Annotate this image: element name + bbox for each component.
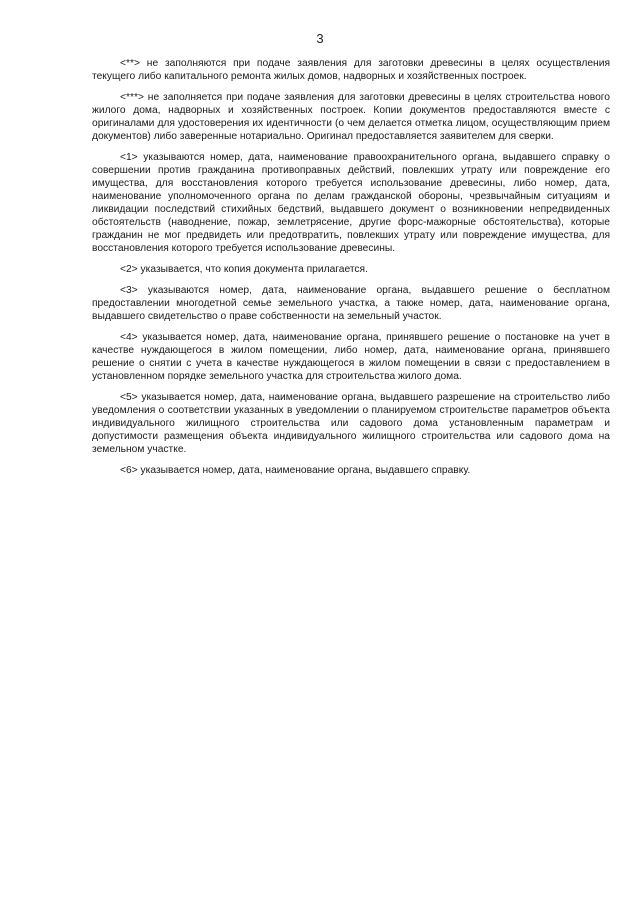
footnote-double-asterisk: <**> не заполняются при подаче заявления для заготовки древесины в целях осуществления текущего либо капитального ремонта жилых домов, надворных и хозяйственных построек. [92,58,610,82]
footnote-triple-asterisk: <***> не заполняется при подаче заявления для заготовки древесины в целях строительства нового жилого дома, надворных и хозяйственных построек. Копии документов предоставляются вместе с оригиналами для удостоверения их идентичности (о чем делается отметка лицом, осуществляющим прием документов) либо заверенные нотариально. Оригинал предоставляется заявителем для сверки. [92,92,610,142]
footnote-6: <6> указывается номер, дата, наименование органа, выдавшего справку. [120,465,471,476]
footnote-4: <4> указывается номер, дата, наименование органа, принявшего решение о постановке на учет в качестве нуждающегося в жилом помещении, либо номер, дата, наименование органа, принявшего решение о снятии с учета в качестве нуждающегося в жилом помещении в связи с предоставлением в установленном порядке земельного участка для строительства жилого дома. [92,332,610,382]
footnote-1: <1> указываются номер, дата, наименование правоохранительного органа, выдавшего справку о совершении против гражданина противоправных действий, повлекших утрату или повреждение его имущества, для восстановления которого требуется использование древесины, либо номер, дата, наименование уполномоченного органа по делам гражданской обороны, чрезвычайным ситуациям и ликвидации последствий стихийных бедствий, выдавшего документ о возникновении непредвиденных обстоятельств (наводнение, пожар, землетрясение, другие форс-мажорные обстоятельства), которые гражданин не мог предвидеть или предотвратить, повлекших утрату или повреждение имущества, для восстановления которого требуется использование древесины. [92,152,610,254]
footnote-5: <5> указывается номер, дата, наименование органа, выдавшего разрешение на строительство либо уведомления о соответствии указанных в уведомлении о планируемом строительстве параметров объекта индивидуального жилищного строительства или садового дома установленным параметрам и допустимости размещения объекта индивидуального жилищного строительства или садового дома на земельном участке. [92,392,610,455]
footnote-3: <3> указываются номер, дата, наименование органа, выдавшего решение о бесплатном предоставлении многодетной семье земельного участка, а также номер, дата, наименование органа, выдавшего свидетельство о праве собственности на земельный участок. [92,285,610,322]
page-number: 3 [316,31,324,46]
footnote-2: <2> указывается, что копия документа прилагается. [120,264,368,275]
footnotes-section [92,57,610,485]
